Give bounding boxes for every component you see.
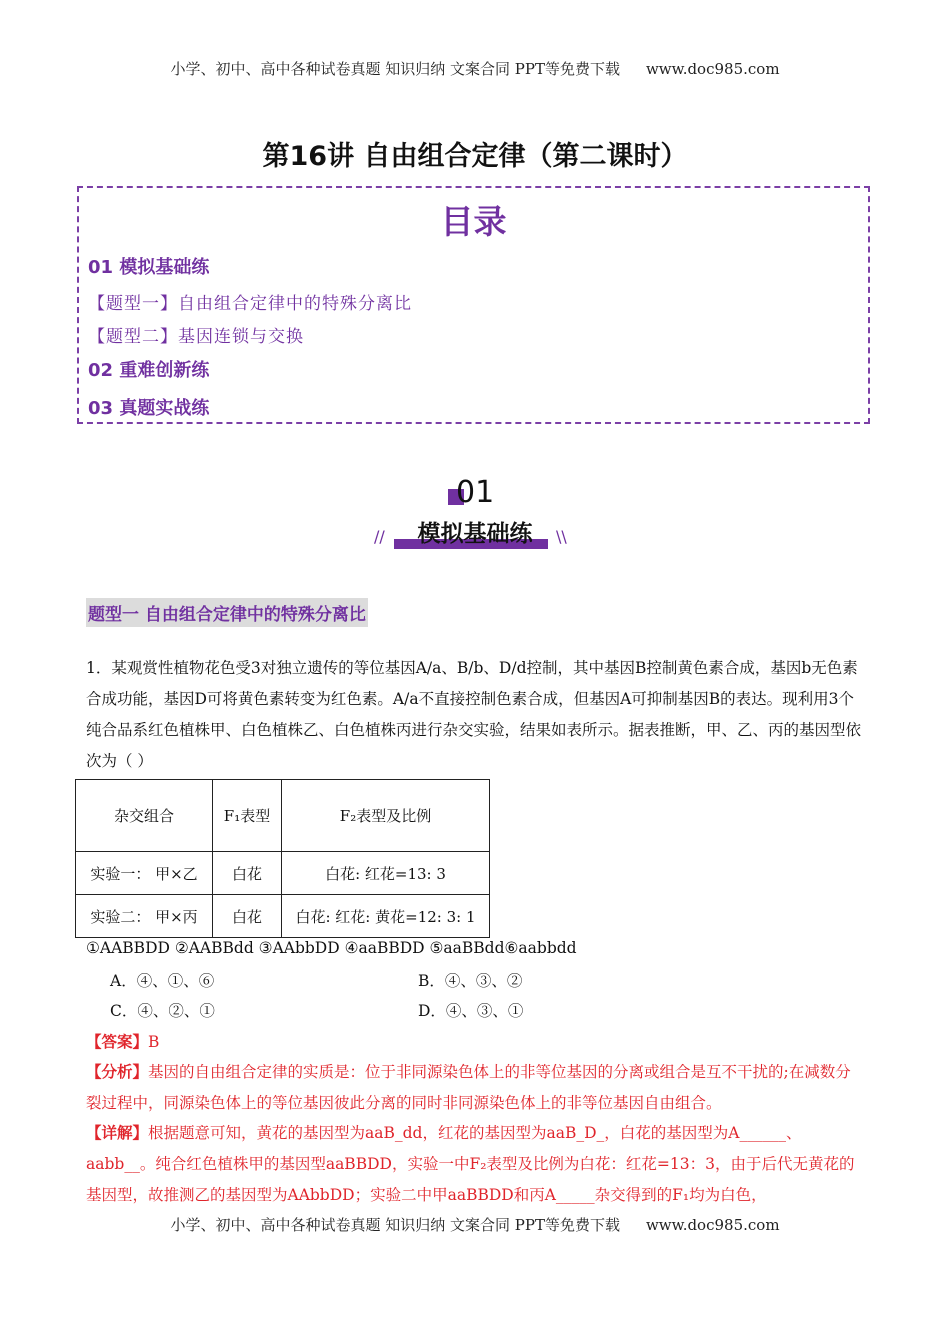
footer-text: 小学、初中、高中各种试卷真题 知识归纳 文案合同 PPT等免费下载 — [170, 1216, 620, 1234]
question-type-heading: 题型一 自由组合定律中的特殊分离比 — [86, 598, 368, 627]
experiment-table — [75, 779, 490, 938]
header-text: 小学、初中、高中各种试卷真题 知识归纳 文案合同 PPT等免费下载 — [170, 60, 620, 78]
table-row — [76, 852, 490, 895]
analysis-paragraph — [86, 1057, 866, 1119]
toc-item-type-one[interactable]: 【题型一】自由组合定律中的特殊分离比 — [88, 294, 412, 314]
page-title: 第16讲 自由组合定律（第二课时） — [262, 141, 688, 172]
table-cell: 白花: 红花: 黄花=12: 3: 1 — [282, 895, 490, 938]
banner-slash-right-icon: \\ — [556, 527, 567, 546]
question-text: 1．某观赏性植物花色受3对独立遗传的等位基因A/a、B/b、D/d控制，其中基因B控制黄色素合成，基因b无色素合成功能，基因D可将黄色素转变为红色素。A/a不直接控制色素合成，但基因A可抑制基因B的表达。现利用3个纯合品系红色植株甲、白色植株乙、白色植株丙进行杂交实验，结果如表所示。据表推断，甲、乙、丙的基因型依次为（ ） — [86, 659, 862, 770]
table-cell: 实验二： 甲×丙 — [76, 895, 213, 938]
banner-slash-left-icon: // — [374, 527, 385, 546]
answer-line — [86, 1030, 159, 1052]
table-cell: 实验一： 甲×乙 — [76, 852, 213, 895]
toc-item-difficult-practice[interactable]: 02 重难创新练 — [88, 360, 210, 381]
toc-heading: 目录 — [440, 202, 507, 241]
choice-a[interactable]: A．④、①、⑥ — [110, 972, 215, 990]
detail-label: 【详解】 — [86, 1124, 149, 1142]
banner-number: 01 — [456, 475, 495, 510]
table-cell: 白花 — [213, 852, 282, 895]
detail-paragraph — [86, 1118, 866, 1211]
analysis-text: 基因的自由组合定律的实质是：位于非同源染色体上的非等位基因的分离或组合是互不干扰的;在减数分裂过程中，同源染色体上的等位基因彼此分离的同时非同源染色体上的非等位基因自由组合。 — [86, 1063, 851, 1112]
table-header-cell: F₁表型 — [213, 780, 282, 852]
analysis-label: 【分析】 — [86, 1063, 149, 1081]
page-footer — [0, 1214, 950, 1235]
page-header — [0, 58, 950, 79]
choice-b[interactable]: B．④、③、② — [418, 972, 523, 990]
section-banner — [370, 475, 580, 555]
header-url[interactable]: www.doc985.com — [645, 60, 780, 78]
answer-label: 【答案】 — [86, 1033, 149, 1051]
table-header-row — [76, 780, 490, 852]
table-header-cell: F₂表型及比例 — [282, 780, 490, 852]
banner-title: 模拟基础练 — [417, 521, 533, 547]
footer-url[interactable]: www.doc985.com — [645, 1216, 780, 1234]
answer-value: B — [148, 1033, 160, 1051]
toc-item-real-exam-practice[interactable]: 03 真题实战练 — [88, 398, 210, 419]
table-header-cell: 杂交组合 — [76, 780, 213, 852]
table-cell: 白花: 红花=13: 3 — [282, 852, 490, 895]
table-row — [76, 895, 490, 938]
choice-c[interactable]: C．④、②、① — [110, 1002, 215, 1020]
choice-d[interactable]: D．④、③、① — [418, 1002, 524, 1020]
genotype-options-list: ①AABBDD ②AABBdd ③AAbbDD ④aaBBDD ⑤aaBBdd⑥aabbdd — [86, 939, 577, 957]
toc-item-basic-practice[interactable]: 01 模拟基础练 — [88, 257, 210, 278]
detail-text: 根据题意可知，黄花的基因型为aaB_dd，红花的基因型为aaB_D_，白花的基因型为A______、aabb__。纯合红色植株甲的基因型aaBBDD，实验一中F₂表型及比例为白花：红花=13：3，由于后代无黄花的基因型，故推测乙的基因型为AAbbDD；实验二中甲aaBBDD和丙A_____杂交得到的F₁均为白色， — [86, 1124, 855, 1204]
table-of-contents — [77, 186, 870, 424]
table-cell: 白花 — [213, 895, 282, 938]
toc-item-type-two[interactable]: 【题型二】基因连锁与交换 — [88, 327, 304, 347]
